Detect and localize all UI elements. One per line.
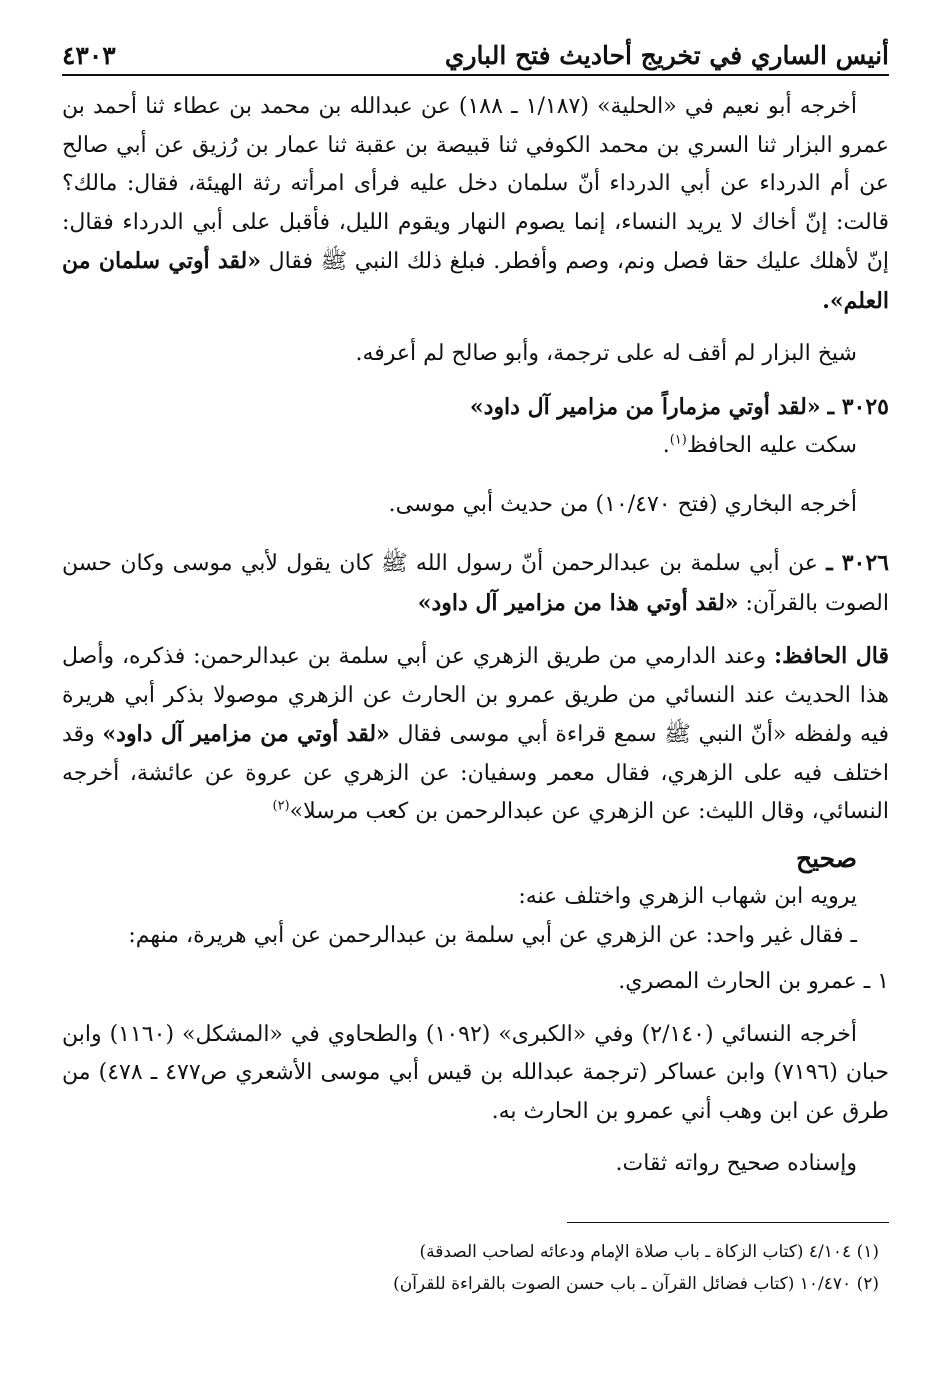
paragraph-takhrij-nasai: أخرجه النسائي (٢/١٤٠) وفي «الكبرى» (١٠٩٢) والطحاوي في «المشكل» (١١٦٠) وابن حبان (٧١٩٦) وابن عساكر (ترجمة عبدالله بن قيس أبي موسى الأشعري ص٤٧٧ ـ ٤٧٨) من طرق عن ابن وهب أني عمرو بن الحارث به. — [62, 1021, 889, 1124]
page-number: ٤٣٠٣ — [62, 41, 116, 70]
paragraph-text: وعند الدارمي من طريق الزهري عن أبي سلمة بن عبدالرحمن: فذكره، وأصل هذا الحديث عند النسائي من طريق عمرو بن الحارث عن الزهري موصولا بذكر أبي هريرة فيه ولفظه «أنّ النبي ﷺ سمع قراءة أبي موسى فقال — [62, 644, 889, 747]
footnote-ref-2[interactable]: (٢) — [272, 798, 290, 814]
main-text — [62, 88, 889, 1184]
hadith-number: ٣٠٢٦ ـ — [826, 550, 889, 576]
footnote-text: ٤/١٠٤ (كتاب الزكاة ـ باب صلاة الإمام ودعائه لصاحب الصدقة) — [419, 1242, 852, 1262]
paragraph-takhrij-abu-nuaym — [62, 88, 889, 321]
paragraph-text: أخرجه أبو نعيم في «الحلية» (١/١٨٧ ـ ١٨٨) عن عبدالله بن محمد بن عطاء ثنا أحمد بن عمرو البزار ثنا السري بن محمد الكوفي ثنا قبيصة بن عقبة ثنا عمار بن رُزيق عن أبي صالح عن أم الدرداء عن أبي الدرداء أنّ سلمان دخل عليه فرأى امرأته رثة الهيئة، فقال: مالك؟ قالت: إنّ أخاك لا يريد النساء، إنما يصوم النهار ويقوم الليل، فأقبل على أبي الدرداء فقال: إنّ لأهلك عليك حقا فصل ونم، وصم وأفطر. فبلغ ذلك النبي ﷺ فقال — [62, 94, 889, 274]
hadith-3026 — [62, 544, 889, 623]
paragraph-text-cont: وقد اختلف فيه على الزهري، فقال معمر وسفيان: عن الزهري عن عروة عن عائشة، أخرجه النسائي، وقال الليث: عن الزهري عن عبدالرحمن بن كعب مرسلا» — [62, 722, 889, 824]
hadith-text: عن أبي سلمة بن عبدالرحمن أنّ رسول الله ﷺ كان يقول لأبي موسى وكان حسن الصوت بالقرآن: — [62, 551, 889, 616]
list-item-amr: ١ ـ عمرو بن الحارث المصري. — [618, 969, 889, 994]
footnote-text: ١٠/٤٧٠ (كتاب فضائل القرآن ـ باب حسن الصوت بالقراءة للقرآن) — [393, 1274, 852, 1294]
paragraph-text: سكت عليه الحافظ — [686, 433, 857, 458]
hadith-3025 — [62, 388, 889, 428]
paragraph-ghayr-wahid: ـ فقال غير واحد: عن الزهري عن أبي سلمة بن عبدالرحمن عن أبي هريرة، منهم: — [128, 922, 857, 948]
paragraph-zuhri: يرويه ابن شهاب الزهري واختلف عنه: — [518, 884, 857, 909]
paragraph-isnad: وإسناده صحيح رواته ثقات. — [615, 1151, 857, 1176]
footnote-ref-1[interactable]: (١) — [669, 432, 687, 448]
footnote-number: (١) — [856, 1242, 879, 1262]
paragraph-bukhari: أخرجه البخاري (فتح ١٠/٤٧٠) من حديث أبي موسى. — [388, 491, 857, 517]
footnote-1 — [62, 1236, 889, 1268]
paragraph-qal-al-hafiz — [62, 637, 889, 832]
paragraph-end: . — [662, 433, 670, 458]
footnote-divider — [567, 1222, 889, 1223]
paragraph-note-bazzar: شيخ البزار لم أقف له على ترجمة، وأبو صالح لم أعرفه. — [355, 341, 857, 366]
hadith-number: ٣٠٢٥ ـ — [827, 393, 889, 420]
section-heading-sahih: صحيح — [795, 843, 857, 873]
hafiz-label: قال الحافظ: — [774, 643, 889, 669]
footnote-2 — [62, 1268, 889, 1300]
book-title: أنيس الساري في تخريج أحاديث فتح الباري — [444, 41, 889, 70]
bold-quote: «لقد أوتي سلمان من العلم». — [62, 248, 889, 314]
bold-quote: «لقد أوتي هذا من مزامير آل داود» — [417, 589, 739, 616]
footnotes — [62, 1236, 889, 1300]
bold-quote: «لقد أوتي من مزامير آل داود» — [102, 721, 390, 747]
hadith-text: «لقد أوتي مزماراً من مزامير آل داود» — [469, 393, 821, 420]
paragraph-hafiz-silent — [62, 427, 889, 466]
footnote-number: (٢) — [856, 1274, 879, 1294]
running-header — [62, 30, 889, 76]
